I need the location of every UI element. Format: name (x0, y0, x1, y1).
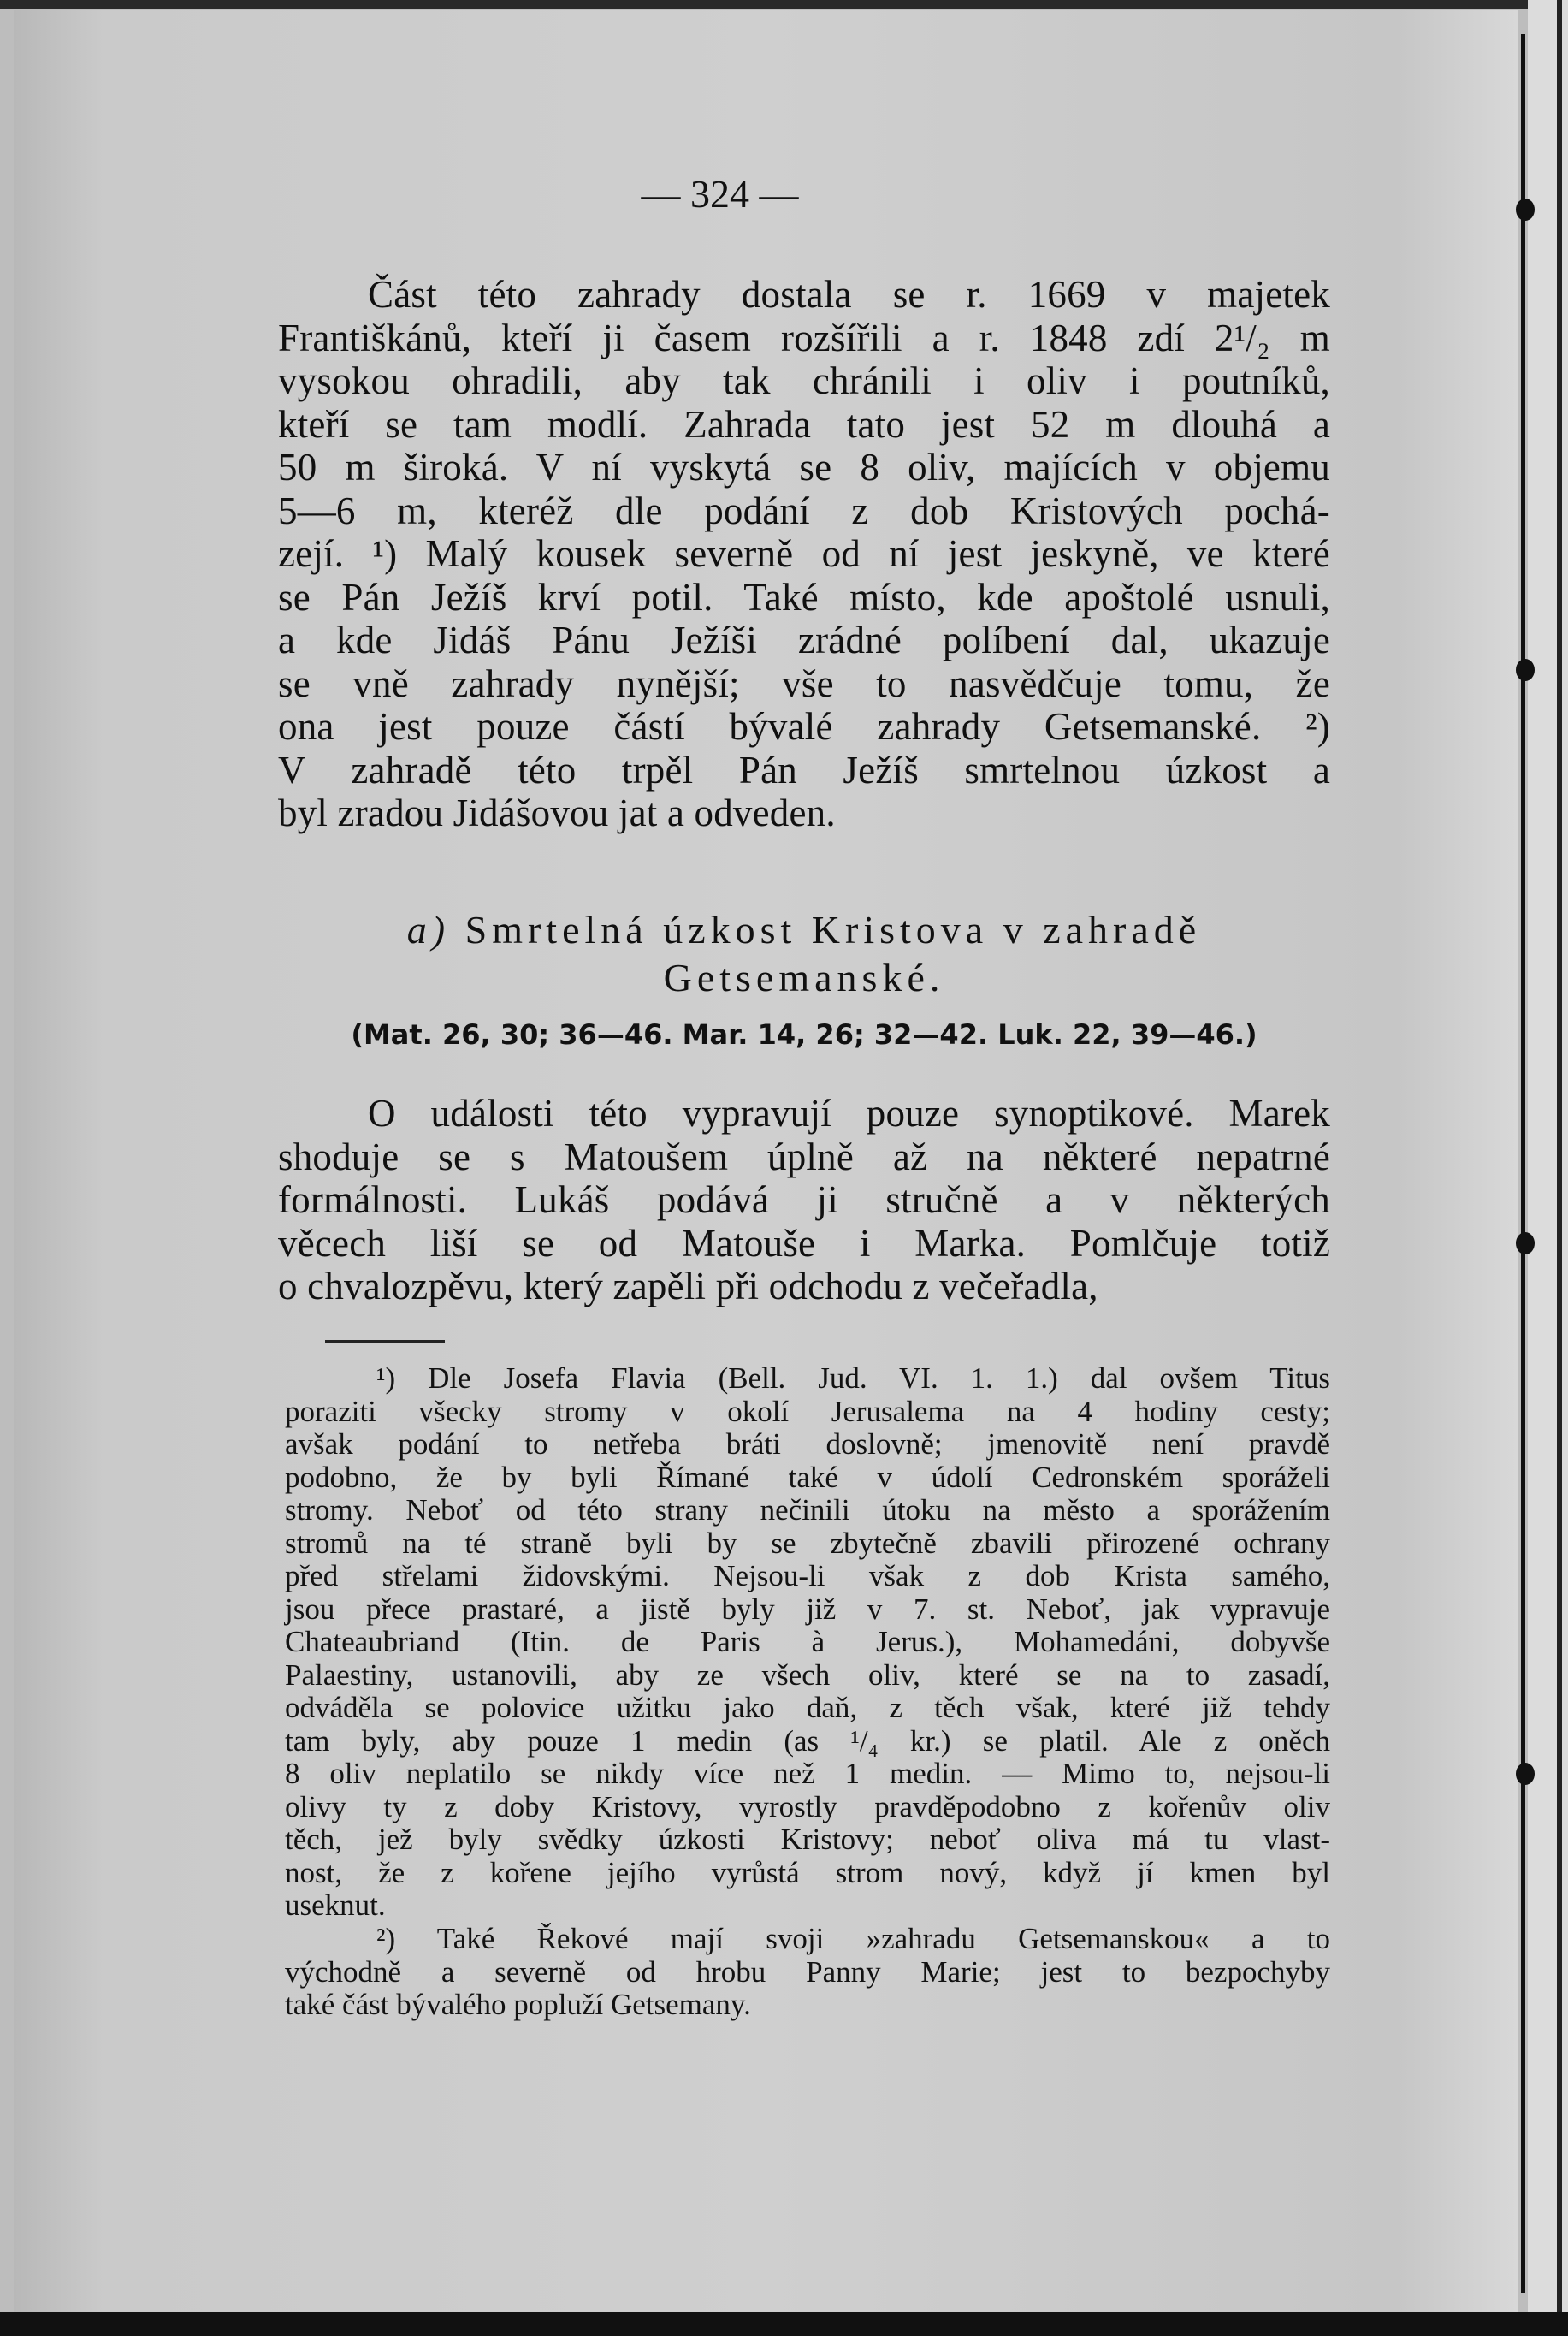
text-line: kteří se tam modlí. Zahrada tato jest 52 m dlouhá a (278, 402, 1330, 446)
text-line: odváděla se polovice užitku jako daň, z těch však, které již tehdy (285, 1691, 1330, 1724)
text-line: shoduje se s Matoušem úplně až na některé nepatrné (278, 1135, 1330, 1178)
text-line: ¹) Dle Josefa Flavia (Bell. Jud. VI. 1. 1.) dal ovšem Titus (376, 1361, 1330, 1395)
section-label: a) (406, 908, 451, 952)
text-line: formálnosti. Lukáš podává ji stručně a v některých (278, 1178, 1330, 1221)
scripture-references: (Mat. 26, 30; 36—46. Mar. 14, 26; 32—42. Luk. 22, 39—46.) (351, 1018, 1257, 1051)
section-title: Smrtelná úzkost Kristova v zahradě (464, 908, 1202, 952)
text-line: stromů na té straně byli by se zbytečně zbavili přirozené ochrany (285, 1526, 1330, 1560)
text-line: stromy. Neboť od této strany nečinili útoku na město a sporážením (285, 1493, 1330, 1527)
text-line: těch, jež byly svědky úzkosti Kristovy; neboť oliva má tu vlast- (285, 1823, 1330, 1856)
text-line: o chvalozpěvu, který zapěli při odchodu z večeřadla, (278, 1265, 1098, 1307)
edge-mark (1516, 659, 1535, 681)
text-line: Františkánů, kteří ji časem rozšířili a r. 1848 zdí 2¹/₂ m (278, 316, 1330, 359)
text-line: nost, že z kořene jejího vyrůstá strom nový, když jí kmen byl (285, 1855, 1330, 1889)
text-line: věcech liší se od Matouše i Marka. Pomlčuje totiž (278, 1221, 1330, 1265)
text-line: také část bývalého popluží Getsemany. (285, 1988, 751, 2021)
scan-top-edge (0, 0, 1568, 9)
edge-mark (1516, 1232, 1535, 1254)
text-line: Palaestiny, ustanovili, aby ze všech oliv, které se na to zasadí, (285, 1657, 1330, 1692)
text-line: O události této vypravují pouze synoptikové. Marek (368, 1092, 1330, 1135)
section-heading-line-2: Getsemanské. (663, 956, 945, 999)
scan-bottom-edge (0, 2312, 1568, 2336)
scan-border-line (1557, 0, 1562, 2336)
text-line: ²) Také Řekové mají svoji »zahradu Getsemanskou« a to (376, 1922, 1330, 1955)
text-line: před střelami židovskými. Nejsou-li však z dob Krista samého, (285, 1559, 1330, 1592)
edge-mark (1516, 1763, 1535, 1785)
section-heading-line-1 (278, 907, 1330, 952)
text-line: východně a severně od hrobu Panny Marie; jest to bezpochyby (285, 1954, 1330, 1989)
text-line: V zahradě této trpěl Pán Ježíš smrtelnou úzkost a (278, 748, 1330, 792)
text-line: ona jest pouze částí bývalé zahrady Getsemanské. ²) (278, 705, 1330, 748)
text-line: jsou přece prastaré, a jistě byly již v 7. st. Neboť, jak vypravuje (285, 1592, 1330, 1626)
text-line: 8 oliv neplatilo se nikdy více než 1 medin. — Mimo to, nejsou-li (285, 1757, 1330, 1790)
text-line: 5—6 m, kteréž dle podání z dob Kristových pochá- (278, 489, 1330, 532)
text-line: zejí. ¹) Malý kousek severně od ní jest jeskyně, ve které (278, 532, 1330, 575)
footnote-rule (325, 1340, 445, 1343)
text-line: tam byly, aby pouze 1 medin (as ¹/₄ kr.) se platil. Ale z oněch (285, 1723, 1330, 1758)
text-line: useknut. (285, 1888, 386, 1922)
text-line: se vně zahrady nynější; vše to nasvědčuje tomu, že (278, 661, 1330, 705)
text-line: byl zradou Jidášovou jat a odveden. (278, 792, 836, 834)
text-line: a kde Jidáš Pánu Ježíši zrádné políbení dal, ukazuje (278, 619, 1330, 661)
text-line: poraziti všecky stromy v okolí Jerusalema na 4 hodiny cesty; (285, 1394, 1330, 1428)
text-line: Část této zahrady dostala se r. 1669 v majetek (368, 273, 1330, 316)
text-line: podobno, že by byli Římané také v údolí Cedronském sporáželi (285, 1460, 1330, 1494)
text-line: olivy ty z doby Kristovy, vyrostly pravděpodobno z kořenův oliv (285, 1789, 1330, 1823)
text-line: avšak podání to netřeba bráti doslovně; jmenovitě není pravdě (285, 1427, 1330, 1461)
text-line: vysokou ohradili, aby tak chránili i oliv i poutníků, (278, 359, 1330, 402)
text-line: se Pán Ježíš krví potil. Také místo, kde apoštolé usnuli, (278, 575, 1330, 619)
binding-line (1521, 34, 1525, 2293)
text-line: 50 m široká. V ní vyskytá se 8 oliv, majících v objemu (278, 446, 1330, 489)
text-line: Chateaubriand (Itin. de Paris à Jerus.), Mohamedáni, dobyvše (285, 1625, 1330, 1658)
page-number: — 324 — (641, 172, 799, 216)
